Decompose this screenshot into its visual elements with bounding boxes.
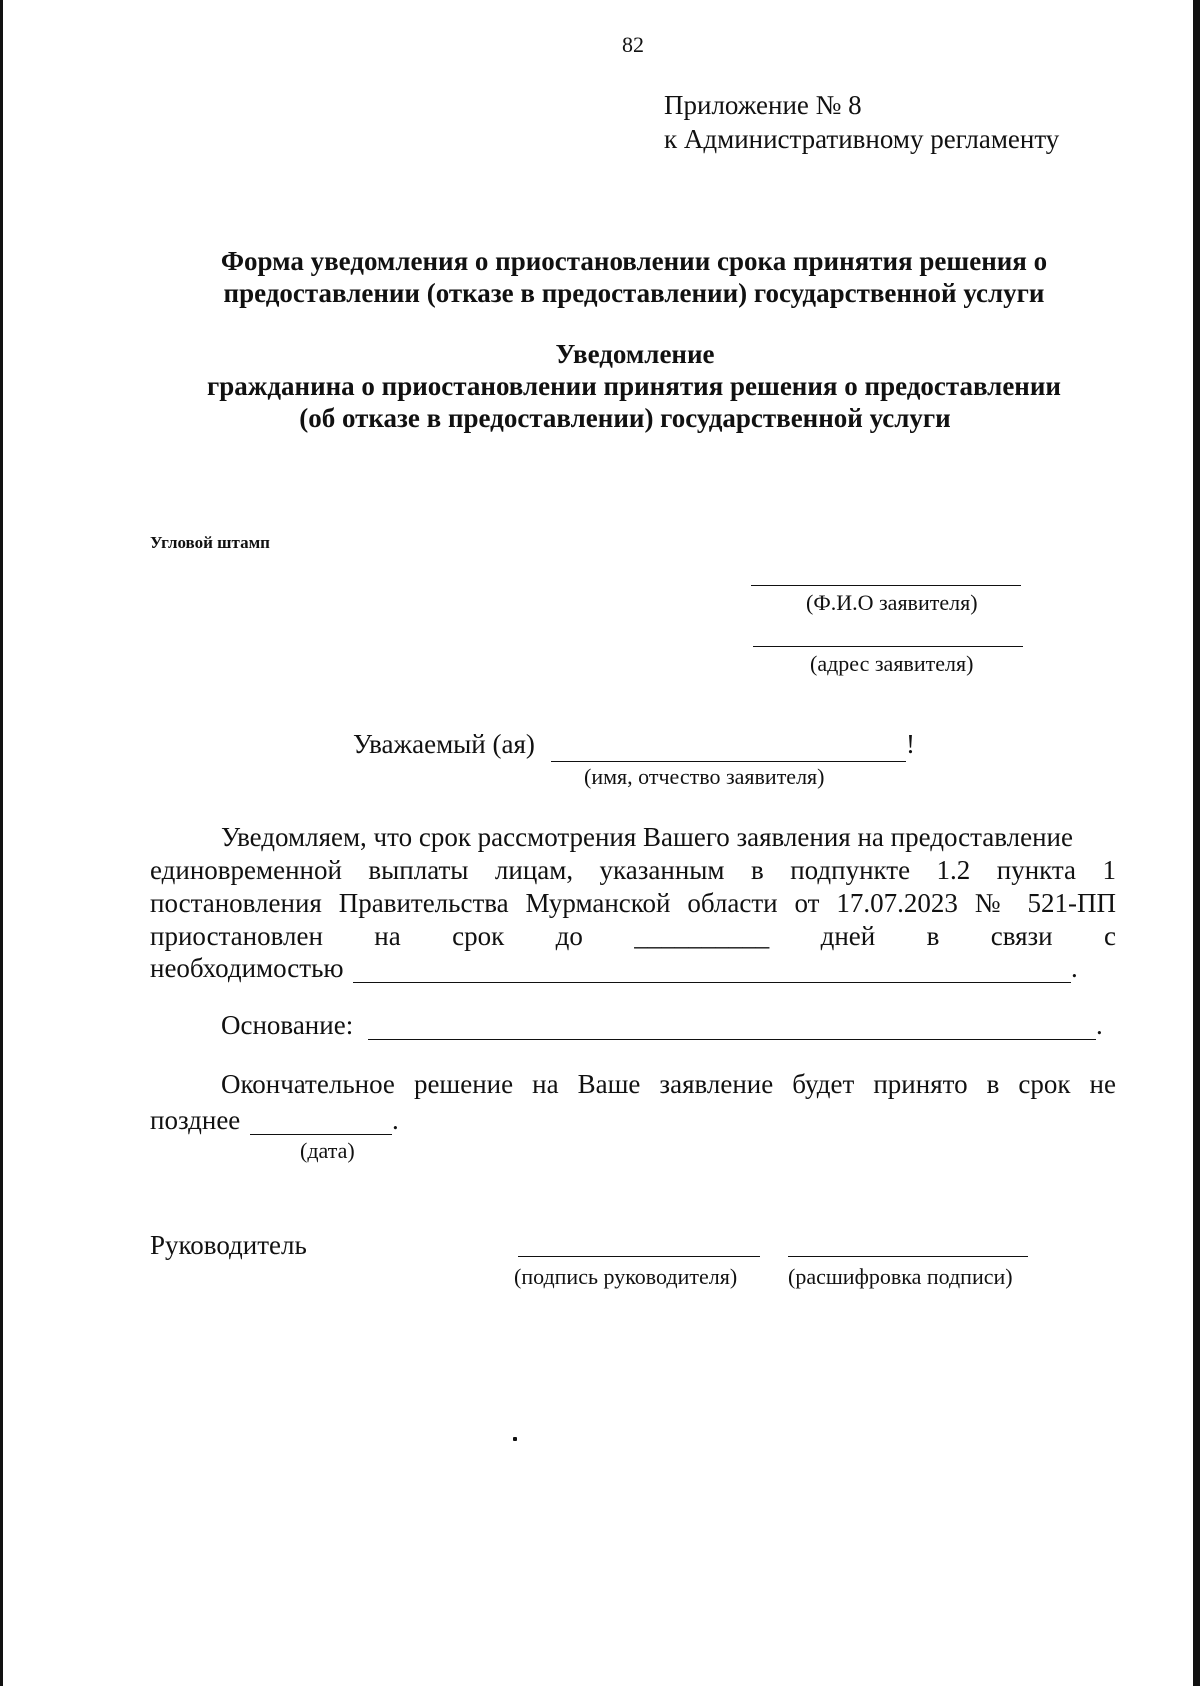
form-title-line-1: Форма уведомления о приостановлении срока принятия решения о (220, 246, 1048, 276)
page-number: 82 (622, 32, 644, 57)
form-title-line-2: предоставлении (отказе в предоставлении) государственной услуги (223, 278, 1045, 308)
applicant-address-field[interactable] (753, 646, 1023, 647)
signature-decoding-caption: (расшифровка подписи) (788, 1264, 1013, 1289)
date-caption: (дата) (300, 1138, 355, 1163)
notice-title (0, 338, 1200, 434)
line4-word: связи (990, 921, 1053, 951)
form-title (0, 245, 1200, 309)
notice-title-line-2: гражданина о приостановлении принятия решения о предоставлении (207, 371, 1061, 401)
paragraph1-line-5-prefix: необходимостью (150, 953, 344, 983)
applicant-name-field[interactable] (751, 585, 1021, 586)
paragraph2-line-1: Окончательное решение на Ваше заявление будет принято в срок не (221, 1069, 1116, 1099)
basis-field[interactable] (368, 1039, 1096, 1040)
paragraph1-line-2: единовременной выплаты лицам, указанным в подпункте 1.2 пункта 1 (150, 855, 1116, 885)
necessity-field[interactable] (353, 982, 1071, 983)
paragraph1-line-5-end: . (1071, 953, 1078, 983)
signature-decoding-field[interactable] (788, 1256, 1028, 1257)
deadline-date-field[interactable] (250, 1134, 392, 1135)
greeting-prefix: Уважаемый (ая) (353, 729, 535, 759)
paragraph1-line-4 (150, 920, 1116, 953)
line4-word: на (374, 921, 401, 951)
signature-caption: (подпись руководителя) (514, 1264, 738, 1289)
paragraph1-line-1: Уведомляем, что срок рассмотрения Вашего заявления на предоставление (221, 822, 1073, 852)
greeting-caption: (имя, отчество заявителя) (584, 764, 825, 789)
paragraph2-line-2-end: . (392, 1105, 399, 1135)
greeting-suffix: ! (906, 729, 915, 759)
line4-word: срок (452, 921, 505, 951)
line4-word: в (926, 921, 940, 951)
applicant-address-caption: (адрес заявителя) (810, 651, 974, 676)
line4-word: дней (820, 921, 876, 951)
line4-word: до (555, 921, 583, 951)
appendix-line-1: Приложение № 8 (664, 90, 862, 120)
applicant-name-caption: (Ф.И.О заявителя) (806, 590, 978, 615)
line4-word: с (1104, 921, 1116, 951)
appendix-line-2: к Административному регламенту (664, 124, 1060, 154)
basis-end: . (1096, 1010, 1103, 1040)
paragraph1-line-3: постановления Правительства Мурманской области от 17.07.2023 № 521-ПП (150, 888, 1116, 918)
scan-speck (513, 1437, 517, 1441)
notice-title-line-1: Уведомление (555, 339, 715, 369)
days-field[interactable]: __________ (634, 921, 770, 951)
basis-label: Основание: (221, 1010, 354, 1040)
paragraph2-line-2-prefix: позднее (150, 1105, 241, 1135)
greeting-name-field[interactable] (551, 761, 906, 762)
line4-word: приостановлен (150, 921, 323, 951)
signature-role: Руководитель (150, 1230, 307, 1260)
signature-field[interactable] (518, 1256, 760, 1257)
appendix-note (664, 88, 1059, 156)
notice-title-line-3: (об отказе в предоставлении) государственной услуги (299, 403, 951, 433)
corner-stamp-label: Угловой штамп (150, 533, 270, 552)
